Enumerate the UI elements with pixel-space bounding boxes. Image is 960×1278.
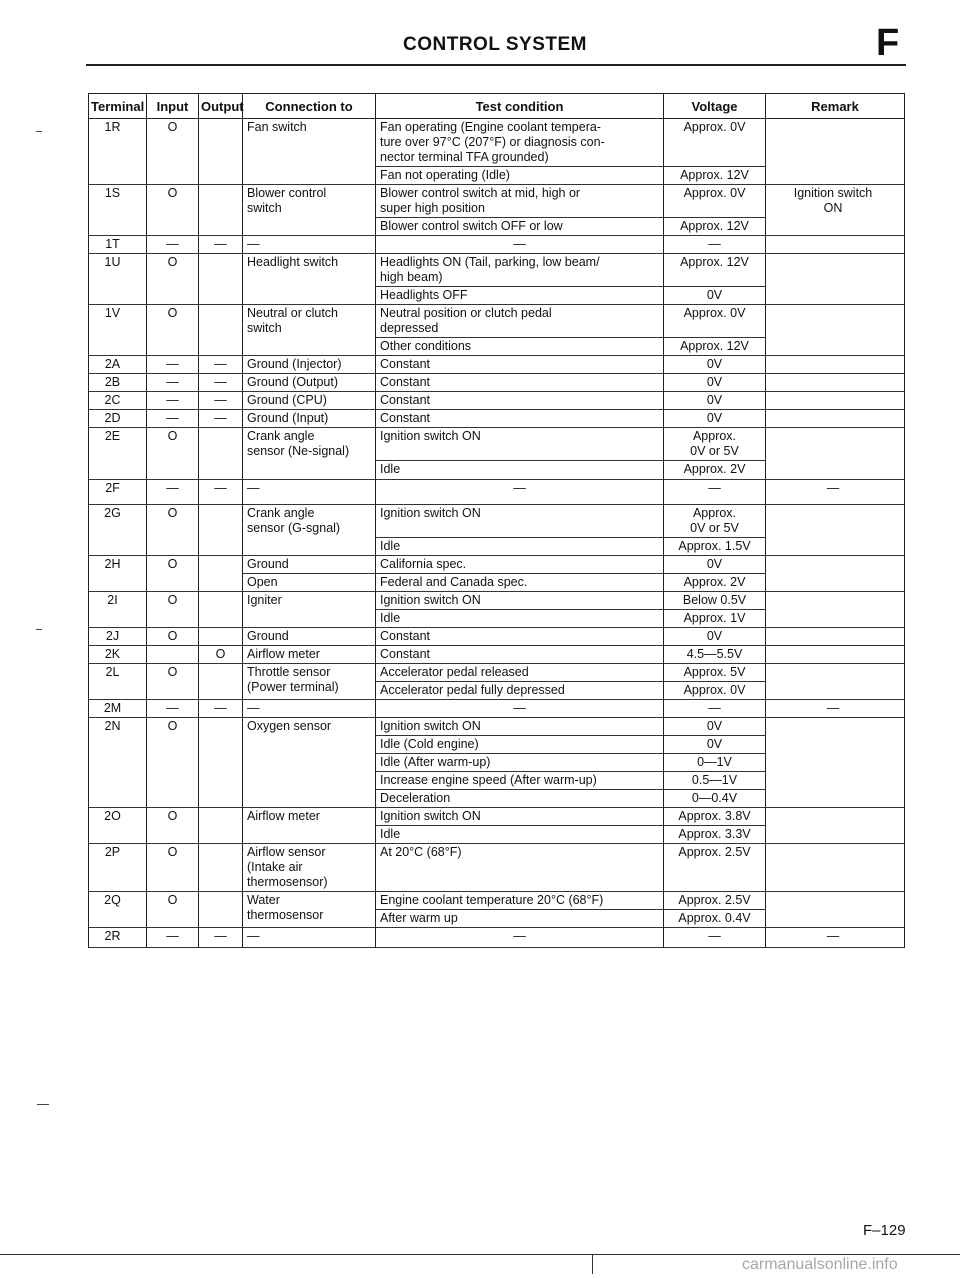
connection-cell: —	[243, 480, 376, 505]
output-cell	[199, 505, 243, 556]
test-condition-cell: Deceleration	[376, 790, 664, 808]
input-cell: —	[147, 356, 199, 374]
connection-cell: Ground (Injector)	[243, 356, 376, 374]
remark-cell	[766, 505, 905, 556]
test-condition-cell: Idle	[376, 826, 664, 844]
output-cell	[199, 664, 243, 700]
terminal-cell: 2Q	[89, 892, 147, 928]
remark-cell	[766, 374, 905, 392]
test-condition-cell: Idle	[376, 461, 664, 480]
table-row	[89, 928, 905, 948]
terminal-cell: 2D	[89, 410, 147, 428]
terminal-cell: 2O	[89, 808, 147, 844]
test-condition-cell: Neutral position or clutch pedal depressed	[376, 305, 664, 338]
input-cell: —	[147, 236, 199, 254]
input-cell	[147, 646, 199, 664]
table-row	[89, 646, 905, 664]
terminal-cell: 2K	[89, 646, 147, 664]
terminal-cell: 1V	[89, 305, 147, 356]
remark-cell	[766, 664, 905, 700]
remark-cell	[766, 628, 905, 646]
voltage-cell: Approx. 12V	[664, 218, 766, 236]
terminal-cell: 1U	[89, 254, 147, 305]
output-cell: —	[199, 236, 243, 254]
output-cell: —	[199, 480, 243, 505]
input-cell: O	[147, 892, 199, 928]
table-row	[89, 410, 905, 428]
output-cell	[199, 844, 243, 892]
output-cell: —	[199, 928, 243, 948]
voltage-cell: 0V	[664, 736, 766, 754]
remark-cell	[766, 236, 905, 254]
page-title: CONTROL SYSTEM	[403, 34, 587, 55]
input-cell: O	[147, 556, 199, 592]
voltage-cell: Approx. 0V or 5V	[664, 505, 766, 538]
terminal-cell: 2C	[89, 392, 147, 410]
input-cell: O	[147, 808, 199, 844]
terminal-cell: 2B	[89, 374, 147, 392]
terminal-cell: 2L	[89, 664, 147, 700]
remark-cell	[766, 808, 905, 844]
voltage-cell: 0V	[664, 392, 766, 410]
input-cell: O	[147, 428, 199, 480]
test-condition-cell: Blower control switch OFF or low	[376, 218, 664, 236]
voltage-cell: 0V	[664, 356, 766, 374]
output-cell	[199, 556, 243, 592]
test-condition-cell: Blower control switch at mid, high or super high position	[376, 185, 664, 218]
test-condition-cell: Accelerator pedal fully depressed	[376, 682, 664, 700]
table-row	[89, 892, 905, 910]
terminal-cell: 1T	[89, 236, 147, 254]
connection-cell: Crank angle sensor (Ne-signal)	[243, 428, 376, 480]
remark-cell	[766, 844, 905, 892]
test-condition-cell: Ignition switch ON	[376, 718, 664, 736]
test-condition-cell: California spec.	[376, 556, 664, 574]
connection-cell: Blower control switch	[243, 185, 376, 236]
test-condition-cell: —	[376, 480, 664, 505]
voltage-cell: 0V	[664, 718, 766, 736]
connection-cell: Airflow sensor (Intake air thermosensor)	[243, 844, 376, 892]
terminal-cell: 2N	[89, 718, 147, 808]
input-cell: —	[147, 700, 199, 718]
test-condition-cell: Constant	[376, 356, 664, 374]
table-row	[89, 374, 905, 392]
test-condition-cell: Idle	[376, 610, 664, 628]
remark-cell	[766, 646, 905, 664]
input-cell: O	[147, 718, 199, 808]
output-cell	[199, 628, 243, 646]
margin-mark	[37, 1104, 49, 1105]
column-header-terminal: Terminal	[89, 94, 147, 119]
voltage-cell: 0V	[664, 410, 766, 428]
voltage-cell: 0.5—1V	[664, 772, 766, 790]
remark-cell	[766, 892, 905, 928]
input-cell: —	[147, 480, 199, 505]
test-condition-cell: Constant	[376, 410, 664, 428]
footer-rule	[0, 1254, 960, 1255]
watermark-text: carmanualsonline.info	[742, 1256, 898, 1273]
remark-cell	[766, 305, 905, 356]
remark-cell: —	[766, 480, 905, 505]
voltage-cell: 0V	[664, 374, 766, 392]
table-row	[89, 119, 905, 167]
column-header-input: Input	[147, 94, 199, 119]
output-cell	[199, 119, 243, 185]
input-cell: O	[147, 844, 199, 892]
table-row	[89, 254, 905, 287]
table-row	[89, 628, 905, 646]
terminal-cell: 2M	[89, 700, 147, 718]
table-row	[89, 428, 905, 461]
terminal-cell: 1S	[89, 185, 147, 236]
voltage-cell: Approx. 0V	[664, 185, 766, 218]
test-condition-cell: Increase engine speed (After warm-up)	[376, 772, 664, 790]
voltage-cell: Approx. 2V	[664, 461, 766, 480]
table-row	[89, 808, 905, 826]
output-cell	[199, 428, 243, 480]
connection-cell: Ground (Input)	[243, 410, 376, 428]
terminal-cell: 1R	[89, 119, 147, 185]
input-cell: O	[147, 185, 199, 236]
connection-cell: Ground	[243, 556, 376, 574]
connection-cell: Headlight switch	[243, 254, 376, 305]
voltage-cell: Below 0.5V	[664, 592, 766, 610]
test-condition-cell: At 20°C (68°F)	[376, 844, 664, 892]
output-cell: —	[199, 356, 243, 374]
test-condition-cell: Constant	[376, 392, 664, 410]
table-row	[89, 505, 905, 538]
test-condition-cell: Fan not operating (Idle)	[376, 167, 664, 185]
remark-cell: —	[766, 928, 905, 948]
test-condition-cell: After warm up	[376, 910, 664, 928]
output-cell: —	[199, 374, 243, 392]
test-condition-cell: Federal and Canada spec.	[376, 574, 664, 592]
input-cell: O	[147, 664, 199, 700]
connection-cell: Airflow meter	[243, 808, 376, 844]
remark-cell: Ignition switch ON	[766, 185, 905, 236]
remark-cell	[766, 356, 905, 374]
table-row	[89, 392, 905, 410]
connection-cell: Ground (CPU)	[243, 392, 376, 410]
voltage-cell: Approx. 12V	[664, 167, 766, 185]
voltage-cell: Approx. 0V	[664, 305, 766, 338]
test-condition-cell: Constant	[376, 628, 664, 646]
remark-cell	[766, 718, 905, 808]
input-cell: O	[147, 254, 199, 305]
table-row	[89, 356, 905, 374]
voltage-cell: Approx. 3.8V	[664, 808, 766, 826]
connection-cell: Ground	[243, 628, 376, 646]
remark-cell	[766, 392, 905, 410]
output-cell	[199, 808, 243, 844]
test-condition-cell: —	[376, 700, 664, 718]
voltage-cell: Approx. 2.5V	[664, 844, 766, 892]
connection-cell: Neutral or clutch switch	[243, 305, 376, 356]
terminal-cell: 2P	[89, 844, 147, 892]
terminal-voltage-table	[88, 93, 905, 948]
voltage-cell: —	[664, 700, 766, 718]
voltage-cell: Approx. 0V	[664, 682, 766, 700]
test-condition-cell: Accelerator pedal released	[376, 664, 664, 682]
voltage-cell: 0—0.4V	[664, 790, 766, 808]
page-number: F–129	[863, 1222, 906, 1239]
input-cell: O	[147, 119, 199, 185]
output-cell: —	[199, 410, 243, 428]
remark-cell	[766, 592, 905, 628]
voltage-cell: Approx. 1.5V	[664, 538, 766, 556]
voltage-cell: 0V	[664, 556, 766, 574]
column-header-test-condition: Test condition	[376, 94, 664, 119]
test-condition-cell: Ignition switch ON	[376, 592, 664, 610]
connection-cell: Fan switch	[243, 119, 376, 185]
table-row	[89, 556, 905, 574]
test-condition-cell: Other conditions	[376, 338, 664, 356]
voltage-cell: —	[664, 480, 766, 505]
voltage-cell: Approx. 12V	[664, 338, 766, 356]
voltage-cell: Approx. 0V or 5V	[664, 428, 766, 461]
terminal-cell: 2I	[89, 592, 147, 628]
test-condition-cell: Constant	[376, 374, 664, 392]
connection-cell: Ground (Output)	[243, 374, 376, 392]
terminal-cell: 2J	[89, 628, 147, 646]
remark-cell	[766, 556, 905, 592]
test-condition-cell: —	[376, 928, 664, 948]
table-row	[89, 236, 905, 254]
table-row	[89, 592, 905, 610]
remark-cell	[766, 410, 905, 428]
table-row	[89, 185, 905, 218]
column-header-output: Output	[199, 94, 243, 119]
connection-cell: —	[243, 928, 376, 948]
connection-cell: Throttle sensor (Power terminal)	[243, 664, 376, 700]
input-cell: O	[147, 592, 199, 628]
column-header-connection: Connection to	[243, 94, 376, 119]
input-cell: —	[147, 928, 199, 948]
table-header-row	[89, 94, 905, 119]
test-condition-cell: Idle (After warm-up)	[376, 754, 664, 772]
terminal-cell: 2A	[89, 356, 147, 374]
input-cell: O	[147, 505, 199, 556]
test-condition-cell: Headlights OFF	[376, 287, 664, 305]
voltage-cell: 0—1V	[664, 754, 766, 772]
test-condition-cell: Idle	[376, 538, 664, 556]
test-condition-cell: Fan operating (Engine coolant tempera- ture over 97°C (207°F) or diagnosis con- nector terminal TFA grounded)	[376, 119, 664, 167]
voltage-cell: 4.5—5.5V	[664, 646, 766, 664]
table-row	[89, 480, 905, 505]
connection-cell: Igniter	[243, 592, 376, 628]
remark-cell: —	[766, 700, 905, 718]
table-body	[89, 119, 905, 948]
footer-tick	[592, 1254, 593, 1274]
voltage-cell: Approx. 0V	[664, 119, 766, 167]
output-cell	[199, 592, 243, 628]
output-cell	[199, 305, 243, 356]
voltage-cell: 0V	[664, 628, 766, 646]
remark-cell	[766, 119, 905, 185]
output-cell	[199, 185, 243, 236]
test-condition-cell: Constant	[376, 646, 664, 664]
voltage-cell: —	[664, 236, 766, 254]
remark-cell	[766, 254, 905, 305]
table-row	[89, 664, 905, 682]
voltage-cell: 0V	[664, 287, 766, 305]
voltage-cell: Approx. 3.3V	[664, 826, 766, 844]
column-header-remark: Remark	[766, 94, 905, 119]
test-condition-cell: Ignition switch ON	[376, 808, 664, 826]
input-cell: —	[147, 374, 199, 392]
test-condition-cell: Ignition switch ON	[376, 505, 664, 538]
connection-cell: Open	[243, 574, 376, 592]
output-cell: —	[199, 392, 243, 410]
voltage-cell: Approx. 2.5V	[664, 892, 766, 910]
voltage-cell: Approx. 2V	[664, 574, 766, 592]
terminal-cell: 2R	[89, 928, 147, 948]
connection-cell: —	[243, 236, 376, 254]
remark-cell	[766, 428, 905, 480]
connection-cell: Airflow meter	[243, 646, 376, 664]
voltage-cell: Approx. 0.4V	[664, 910, 766, 928]
voltage-cell: Approx. 12V	[664, 254, 766, 287]
table-row	[89, 844, 905, 892]
margin-mark	[36, 131, 42, 132]
margin-mark	[36, 629, 42, 630]
terminal-cell: 2H	[89, 556, 147, 592]
output-cell	[199, 892, 243, 928]
table-row	[89, 305, 905, 338]
table-row	[89, 700, 905, 718]
connection-cell: Water thermosensor	[243, 892, 376, 928]
header-rule	[86, 64, 906, 66]
connection-cell: Oxygen sensor	[243, 718, 376, 808]
terminal-cell: 2E	[89, 428, 147, 480]
output-cell: —	[199, 700, 243, 718]
voltage-cell: —	[664, 928, 766, 948]
output-cell: O	[199, 646, 243, 664]
column-header-voltage: Voltage	[664, 94, 766, 119]
test-condition-cell: Ignition switch ON	[376, 428, 664, 461]
output-cell	[199, 254, 243, 305]
test-condition-cell: —	[376, 236, 664, 254]
terminal-cell: 2F	[89, 480, 147, 505]
voltage-cell: Approx. 1V	[664, 610, 766, 628]
test-condition-cell: Engine coolant temperature 20°C (68°F)	[376, 892, 664, 910]
connection-cell: Crank angle sensor (G-sgnal)	[243, 505, 376, 556]
input-cell: O	[147, 628, 199, 646]
output-cell	[199, 718, 243, 808]
test-condition-cell: Idle (Cold engine)	[376, 736, 664, 754]
terminal-cell: 2G	[89, 505, 147, 556]
voltage-cell: Approx. 5V	[664, 664, 766, 682]
input-cell: —	[147, 410, 199, 428]
test-condition-cell: Headlights ON (Tail, parking, low beam/ high beam)	[376, 254, 664, 287]
input-cell: O	[147, 305, 199, 356]
input-cell: —	[147, 392, 199, 410]
connection-cell: —	[243, 700, 376, 718]
table-row	[89, 718, 905, 736]
section-letter: F	[876, 22, 900, 64]
